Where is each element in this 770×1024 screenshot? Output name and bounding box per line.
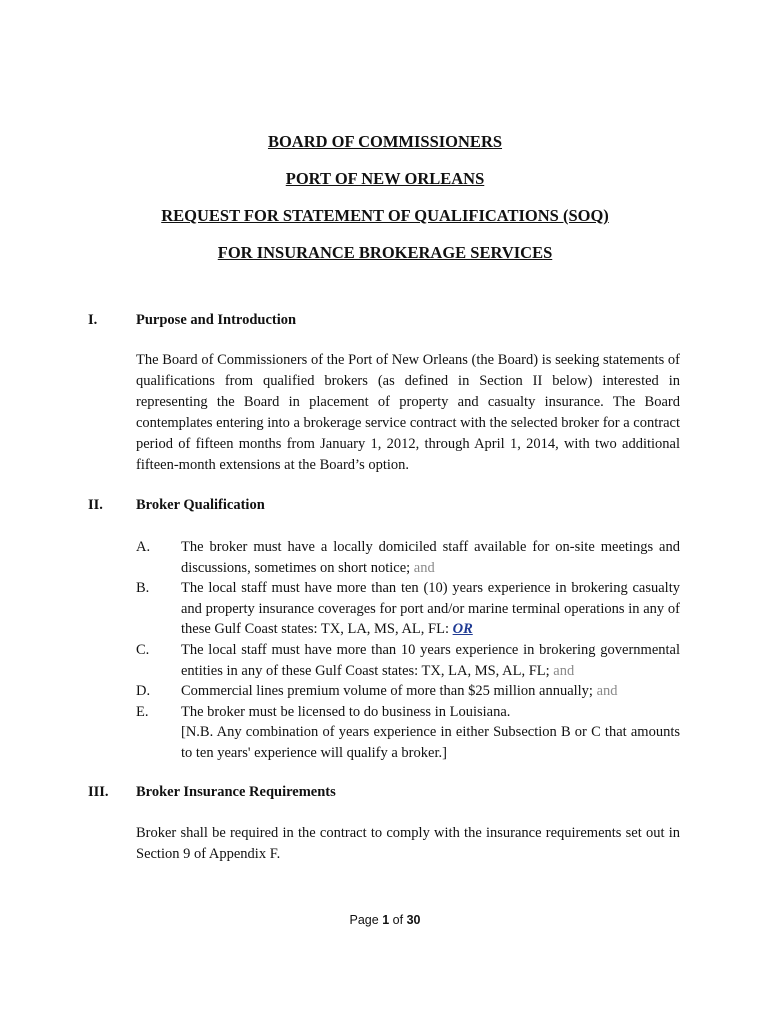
section-1-body: The Board of Commissioners of the Port of New Orleans (the Board) is seeking statements of qualifications from qualified brokers (as defined in Section II below) interested in representing the Board in placement of property and casualty insurance. The Board contemplates entering into a brokerage service contract with the selected broker for a contract period of fifteen months from January 1, 2012, through April 1, 2014, with two additional fifteen-month extensions at the Board’s option. <box>136 352 680 473</box>
section-3-body: Broker shall be required in the contract to comply with the insurance requirements set out in Section 9 of Appendix F. <box>136 825 680 862</box>
item-e-text: The broker must be licensed to do business in Louisiana. <box>181 704 511 720</box>
title-line-2: PORT OF NEW ORLEANS <box>285 169 485 188</box>
section-2-heading: Broker Qualification <box>136 497 265 513</box>
page-number-footer: Page 1 of 30 <box>349 913 421 927</box>
item-e-letter: E. <box>136 704 149 720</box>
title-line-4: FOR INSURANCE BROKERAGE SERVICES <box>217 243 553 262</box>
item-c-connector: and <box>553 662 575 679</box>
item-d-connector: and <box>596 683 618 699</box>
section-3-heading: Broker Insurance Requirements <box>136 784 336 800</box>
item-a-letter: A. <box>136 539 151 555</box>
item-c-letter: C. <box>136 642 150 658</box>
title-line-1: BOARD OF COMMISSIONERS <box>267 132 503 151</box>
item-d-text: Commercial lines premium volume of more than $25 million annually; and <box>181 683 618 699</box>
section-3-number: III. <box>88 784 109 800</box>
item-a-connector: and <box>413 559 435 576</box>
section-2-number: II. <box>88 497 103 513</box>
item-d-letter: D. <box>136 683 151 699</box>
section-1-heading: Purpose and Introduction <box>136 312 297 328</box>
qualification-note: [N.B. Any combination of years experience in either Subsection B or C that amounts to ten years' experience will qualify a broker.] <box>181 724 680 761</box>
section-1-number: I. <box>88 312 98 328</box>
item-a-text: The broker must have a locally domiciled staff available for on-site meetings and discussions, sometimes on short notice; and <box>181 539 680 576</box>
item-b-letter: B. <box>136 580 150 596</box>
total-pages: 30 <box>406 913 421 927</box>
item-b-connector: OR <box>452 621 473 637</box>
current-page: 1 <box>382 913 390 927</box>
title-line-3: REQUEST FOR STATEMENT OF QUALIFICATIONS (SOQ) <box>161 206 609 225</box>
item-c-text: The local staff must have more than 10 years experience in brokering governmental entities in any of these Gulf Coast states: TX, LA, MS, AL, FL; and <box>181 642 680 679</box>
item-b-text: The local staff must have more than ten (10) years experience in brokering casualty and property insurance coverages for port and/or marine terminal operations in any of these Gulf Coast states: TX, LA, MS, AL, FL: OR <box>181 580 680 637</box>
